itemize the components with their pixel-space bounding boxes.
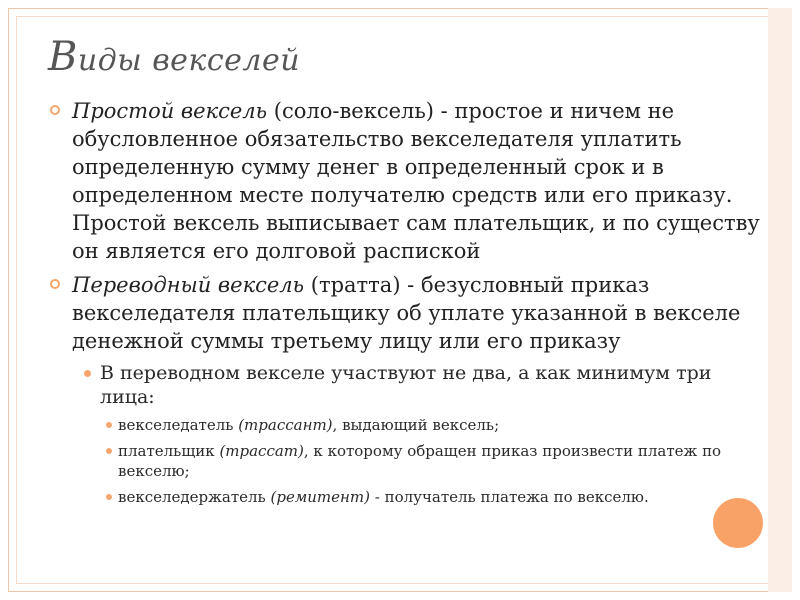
sub-sub-bullet-payee: [48, 487, 770, 507]
term-simple-bill: Простой вексель: [72, 99, 268, 123]
sub-sub-bullet-drawer: [48, 415, 770, 435]
slide-title-rest: иды векселей: [77, 43, 301, 78]
definition-simple-bill: (соло-вексель) - простое и ничем не обусловленное обязательство векселедателя уплатить определенную сумму денег в определенный срок и в определенном месте получателю средств или его приказу. Простой вексель выписывает сам плательщик, и по существу он является его долговой распиской: [72, 99, 760, 263]
dot-bullet-icon: [106, 448, 112, 454]
drawer-term: (трассант): [238, 416, 333, 434]
dot-bullet-icon: [106, 422, 112, 428]
sub-sub-bullet-drawee: [48, 441, 770, 481]
payee-label: векселедержатель: [118, 488, 271, 506]
drawer-desc: , выдающий вексель;: [332, 416, 500, 434]
decorative-orange-circle: [713, 498, 763, 548]
drawer-label: векселедатель: [118, 416, 239, 434]
ring-bullet-icon: [50, 105, 60, 115]
sub-bullet-participants: [48, 361, 770, 409]
drawee-desc: , к которому обращен приказ произвести платеж по векселю;: [118, 442, 722, 480]
drawee-label: плательщик: [118, 442, 220, 460]
bullet-item-bill-of-exchange: [48, 271, 770, 355]
ring-bullet-icon: [50, 279, 60, 289]
dot-bullet-icon: [106, 494, 112, 500]
bullet-item-simple-bill: [48, 97, 770, 265]
definition-bill-of-exchange: (тратта) - безусловный приказ векселедателя плательщику об уплате указанной в векселе денежной суммы третьему лицу или его приказу: [72, 273, 741, 353]
drawee-term: (трассат): [219, 442, 304, 460]
payee-term: (ремитент): [270, 488, 370, 506]
sub-bullet-text: В переводном векселе участвуют не два, а как минимум три лица:: [100, 362, 712, 408]
payee-desc: - получатель платежа по векселю.: [369, 488, 649, 506]
slide-right-band: [768, 8, 792, 592]
slide-content: [48, 97, 770, 513]
slide-title: [48, 34, 300, 80]
slide-title-first-letter: В: [48, 34, 78, 80]
dot-bullet-icon: [84, 370, 91, 377]
term-bill-of-exchange: Переводный вексель: [72, 273, 305, 297]
